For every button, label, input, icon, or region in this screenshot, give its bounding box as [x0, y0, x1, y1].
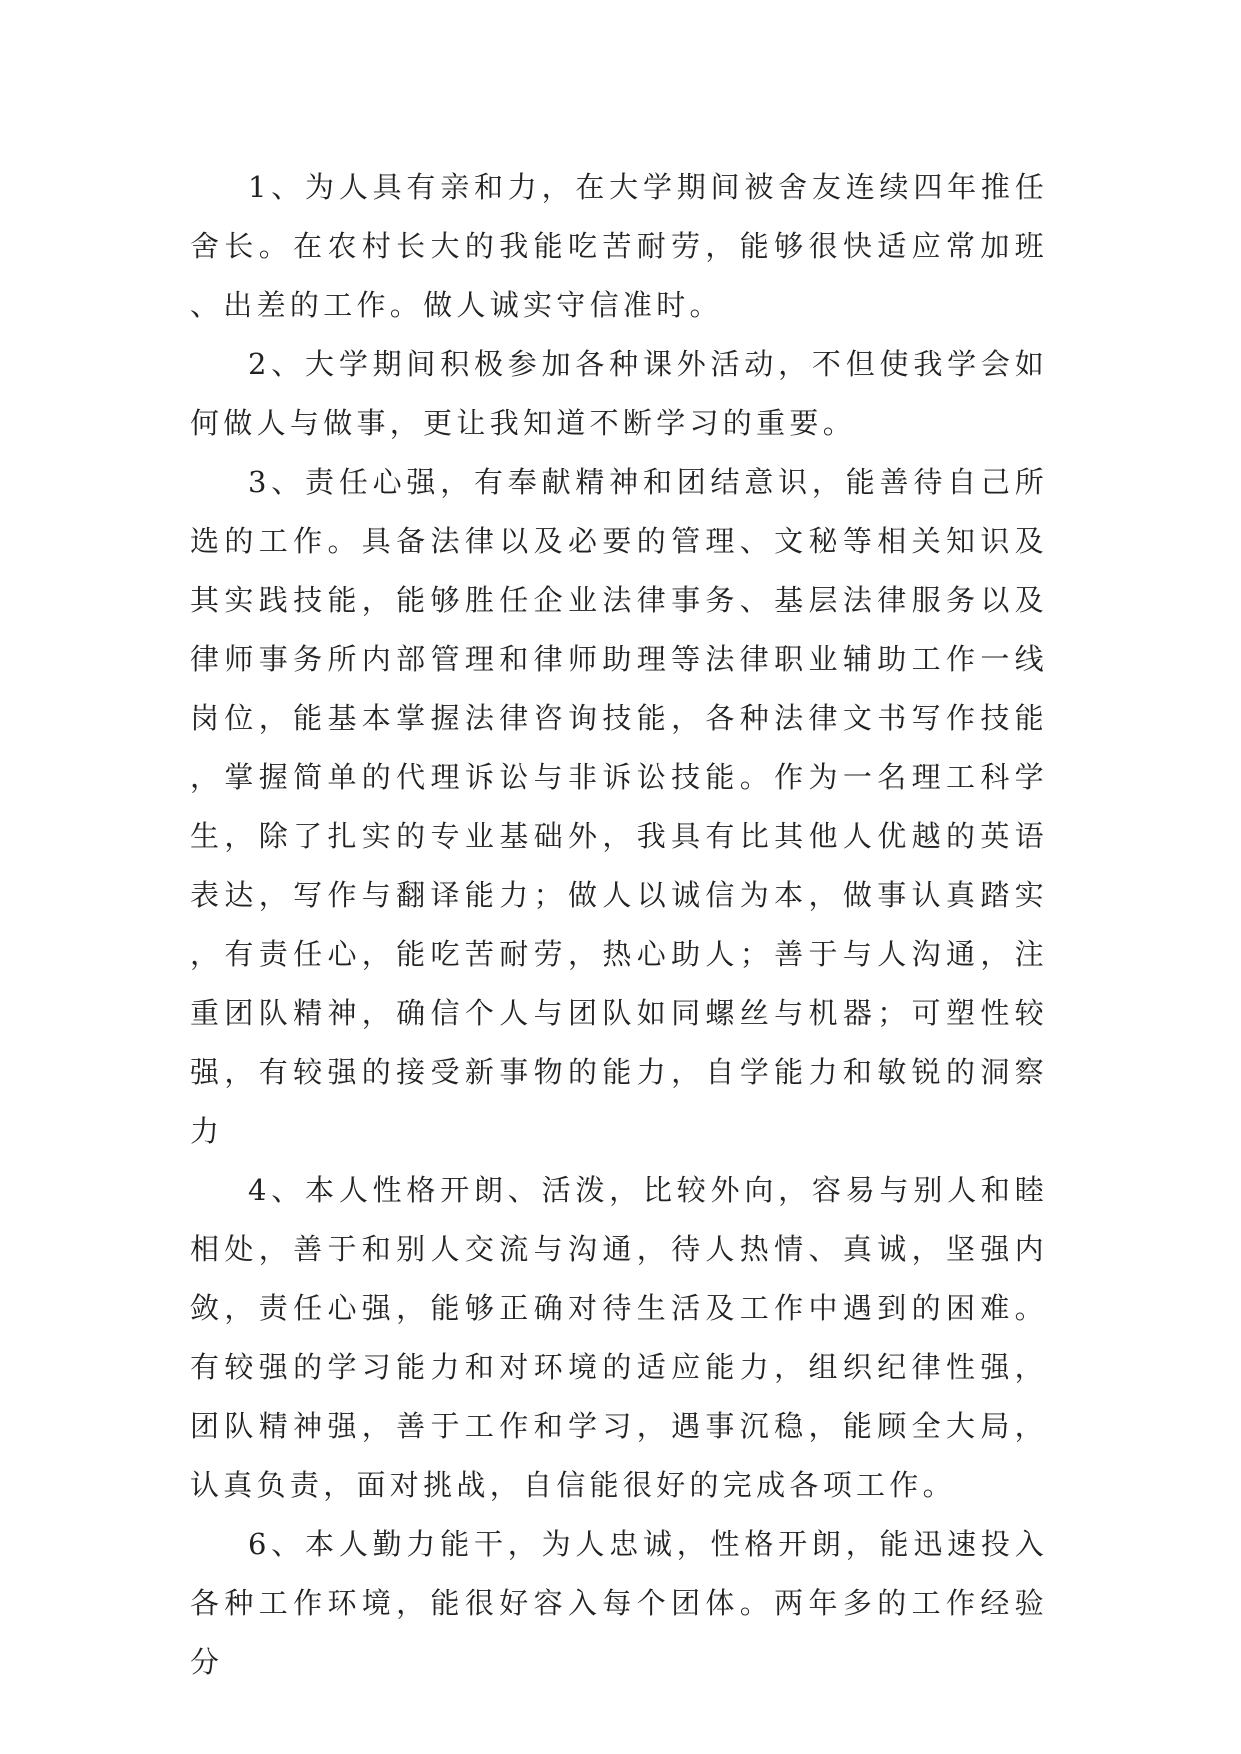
- paragraph-2: 2、大学期间积极参加各种课外活动，不但使我学会如何做人与做事，更让我知道不断学习的重要。: [190, 347, 1048, 440]
- paragraph-6: 6、本人勤力能干，为人忠诚，性格开朗，能迅速投入各种工作环境，能很好容入每个团体。两年多的工作经验分: [190, 1527, 1048, 1679]
- paragraph-3: 3、责任心强，有奉献精神和团结意识，能善待自己所选的工作。具备法律以及必要的管理、文秘等相关知识及其实践技能，能够胜任企业法律事务、基层法律服务以及律师事务所内部管理和律师助理等法律职业辅助工作一线岗位，能基本掌握法律咨询技能，各种法律文书写作技能，掌握简单的代理诉讼与非诉讼技能。作为一名理工科学生，除了扎实的专业基础外，我具有比其他人优越的英语表达，写作与翻译能力；做人以诚信为本，做事认真踏实，有责任心，能吃苦耐劳，热心助人；善于与人沟通，注重团队精神，确信个人与团队如同螺丝与机器；可塑性较强，有较强的接受新事物的能力，自学能力和敏锐的洞察力: [190, 465, 1048, 1148]
- paragraph-4: 4、本人性格开朗、活泼，比较外向，容易与别人和睦相处，善于和别人交流与沟通，待人热情、真诚，坚强内敛，责任心强，能够正确对待生活及工作中遇到的困难。有较强的学习能力和对环境的适应能力，组织纪律性强，团队精神强，善于工作和学习，遇事沉稳，能顾全大局，认真负责，面对挑战，自信能很好的完成各项工作。: [190, 1173, 1048, 1502]
- document-body: [190, 158, 1048, 1692]
- paragraph-1: 1、为人具有亲和力，在大学期间被舍友连续四年推任舍长。在农村长大的我能吃苦耐劳，能够很快适应常加班、出差的工作。做人诚实守信准时。: [190, 170, 1048, 322]
